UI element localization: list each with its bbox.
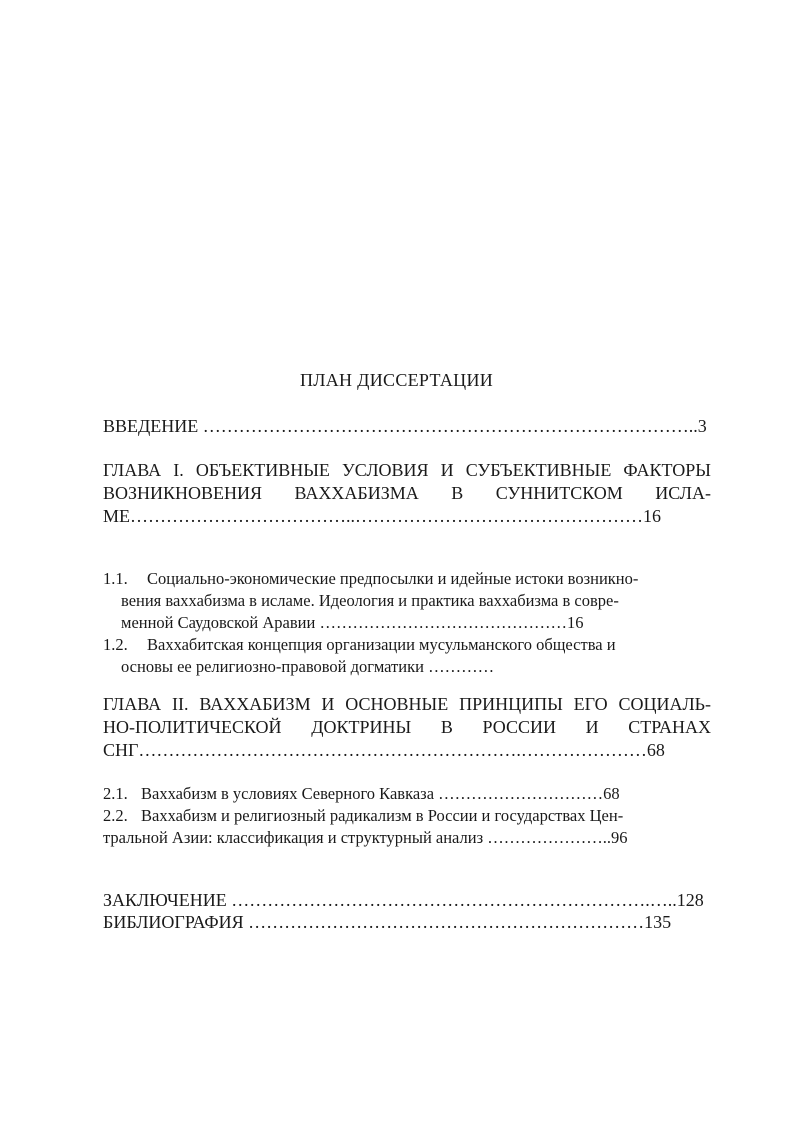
page-title: ПЛАН ДИССЕРТАЦИИ [299, 370, 494, 390]
toc-section-1-2-line1 [103, 633, 711, 657]
section-number: 1.2. [103, 635, 128, 654]
toc-chapter2-line2: НО-ПОЛИТИЧЕСКОЙ ДОКТРИНЫ В РОССИИ И СТРАНАХ [103, 717, 711, 737]
section-number: 1.1. [103, 569, 128, 588]
toc-chapter1-line2: ВОЗНИКНОВЕНИЯ ВАХХАБИЗМА В СУННИТСКОМ ИСЛА- [103, 483, 711, 503]
toc-chapter1-line1: ГЛАВА I. ОБЪЕКТИВНЫЕ УСЛОВИЯ И СУБЪЕКТИВНЫЕ ФАКТОРЫ [103, 460, 711, 480]
toc-chapter2-line3: СНГ……………………………………………………….…………………68 [103, 740, 665, 760]
toc-entry-bibliography: БИБЛИОГРАФИЯ …………………………………………………………135 [103, 912, 672, 932]
section-text: Ваххабизм и религиозный радикализм в России и государствах Цен- [141, 806, 624, 825]
section-text: Социально-экономические предпосылки и идейные истоки возникно- [147, 569, 639, 588]
toc-entry-introduction: ВВЕДЕНИЕ ………………………………………………………………………..3 [103, 416, 707, 436]
toc-section-2-1 [103, 782, 711, 806]
toc-section-2-2-line2: тральной Азии: классификация и структурный анализ …………………..96 [103, 828, 628, 847]
section-text: Ваххабитская концепция организации мусульманского общества и [147, 635, 616, 654]
section-number: 2.1. [103, 784, 128, 803]
section-number: 2.2. [103, 806, 128, 825]
toc-section-1-1-line3: менной Саудовской Аравии ………………………………………16 [121, 613, 584, 632]
toc-section-1-1-line2: вения ваххабизма в исламе. Идеология и практика ваххабизма в совре- [121, 591, 619, 610]
toc-section-2-2-line1 [103, 804, 711, 828]
toc-chapter2-line1: ГЛАВА II. ВАХХАБИЗМ И ОСНОВНЫЕ ПРИНЦИПЫ ЕГО СОЦИАЛЬ- [103, 694, 711, 714]
toc-section-1-2-line2: основы ее религиозно-правовой догматики ………… [121, 657, 495, 676]
toc-entry-conclusion: ЗАКЛЮЧЕНИЕ …………………………………………………………….…..128 [103, 890, 704, 910]
toc-chapter1-line3: МЕ………………………………..…………………………………………16 [103, 506, 661, 526]
toc-section-1-1-line1 [103, 567, 711, 591]
section-text: Ваххабизм в условиях Северного Кавказа …………………………68 [141, 784, 620, 803]
